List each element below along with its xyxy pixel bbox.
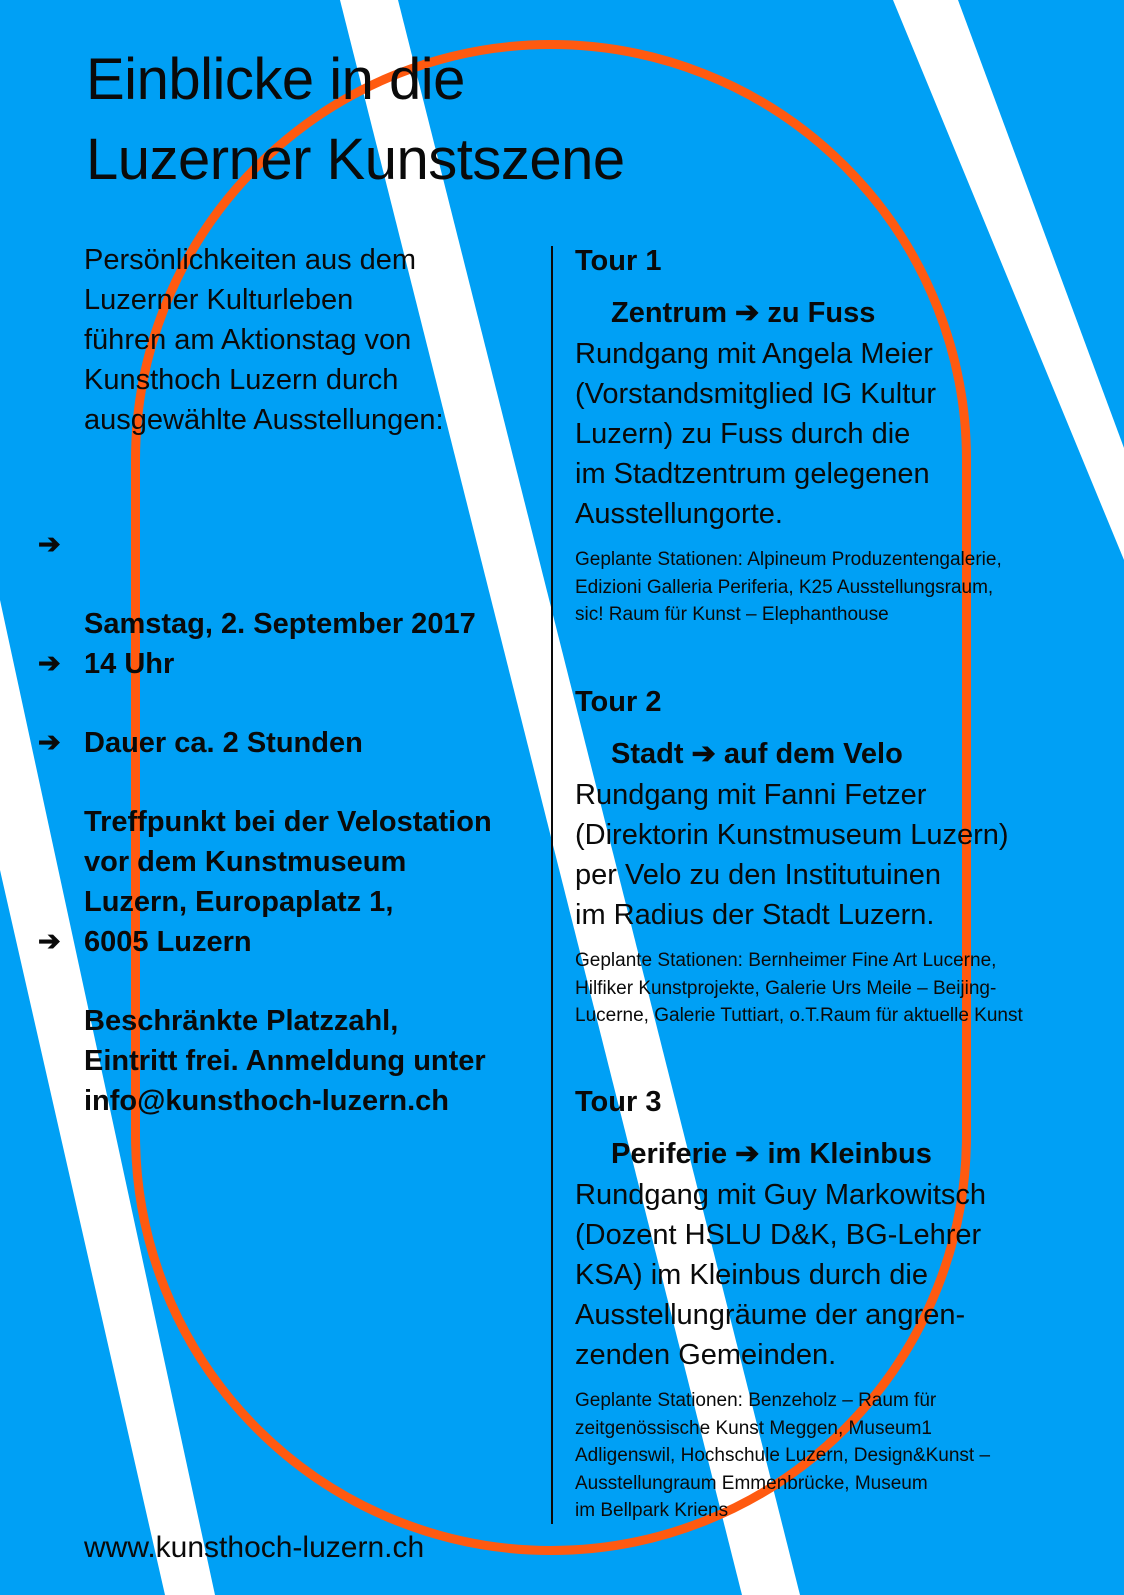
tour-stations: Geplante Stationen: Alpineum Produzentengalerie, Edizioni Galleria Periferia, K25 Ausstellungsraum, sic! Raum für Kunst – Elephanthouse — [575, 549, 1002, 625]
fact-text: Treffpunkt bei der Velostation vor dem Kunstmuseum Luzern, Europaplatz 1, 6005 Luzern — [84, 806, 492, 958]
tour-description: Rundgang mit Angela Meier (Vorstandsmitglied IG Kultur Luzern) zu Fuss durch die im Stadtzentrum gelegenen Ausstellungorte. — [575, 338, 937, 530]
tour-3 — [575, 1085, 1095, 1525]
arrow-right-icon: ➔ — [38, 926, 61, 956]
tour-description: Rundgang mit Fanni Fetzer (Direktorin Kunstmuseum Luzern) per Velo zu den Institutuinen im Radius der Stadt Luzern. — [575, 779, 1009, 931]
tour-heading: Tour 1 — [575, 245, 662, 277]
fact-text: Beschränkte Platzzahl, Eintritt frei. Anmeldung unter info@kunsthoch-luzern.ch — [84, 1005, 486, 1117]
tour-stations: Geplante Stationen: Bernheimer Fine Art Lucerne, Hilfiker Kunstprojekte, Galerie Urs Meile – Beijing- Lucerne, Galerie Tuttiart, o.T.Raum für aktuelle Kunst — [575, 950, 1023, 1026]
title-line-1: Einblicke in die — [86, 47, 465, 112]
tour-description: Rundgang mit Guy Markowitsch (Dozent HSLU D&K, BG-Lehrer KSA) im Kleinbus durch die Ausstellungräume der angren- zenden Gemeinden. — [575, 1179, 986, 1371]
arrow-right-icon: ➔ — [38, 727, 61, 757]
tour-heading: Tour 3 — [575, 1086, 662, 1118]
arrow-right-icon: ➔ — [38, 529, 61, 559]
tour-route: Zentrum ➔ zu Fuss — [611, 297, 876, 329]
intro-text: Persönlichkeiten aus dem Luzerner Kulturleben führen am Aktionstag von Kunsthoch Luzern durch ausgewählte Ausstellungen: — [84, 244, 444, 436]
fact-registration — [38, 921, 554, 1121]
column-divider — [551, 246, 553, 1524]
tour-heading: Tour 2 — [575, 686, 662, 718]
fact-text: Dauer ca. 2 Stunden — [84, 727, 363, 759]
tour-stations: Geplante Stationen: Benzeholz – Raum für zeitgenössische Kunst Meggen, Museum1 Adligenswil, Hochschule Luzern, Design&Kunst – Ausstellungraum Emmenbrücke, Museum im Bellpark Kriens — [575, 1390, 991, 1521]
arrow-right-icon: ➔ — [38, 648, 61, 678]
tour-2 — [575, 685, 1095, 1030]
tour-route: Periferie ➔ im Kleinbus — [611, 1138, 932, 1170]
page-title — [86, 40, 625, 200]
title-line-2: Luzerner Kunstszene — [86, 127, 625, 192]
website-url: www.kunsthoch-luzern.ch — [84, 1531, 425, 1564]
tour-1 — [575, 244, 1095, 629]
tour-route: Stadt ➔ auf dem Velo — [611, 738, 903, 770]
fact-text: Samstag, 2. September 2017 14 Uhr — [84, 608, 476, 680]
